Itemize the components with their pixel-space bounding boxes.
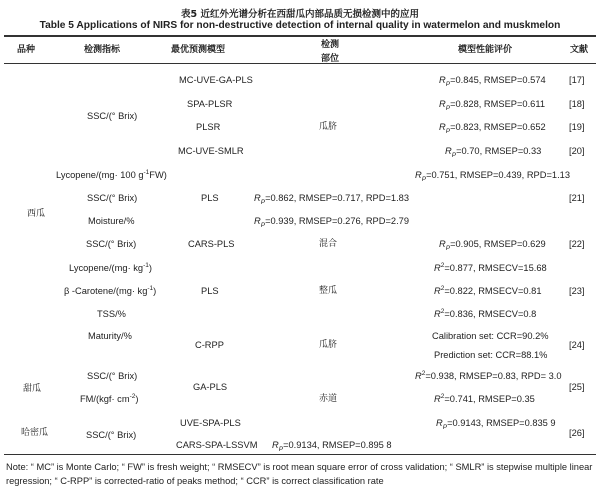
perf-ref17: $R_P=0.845$, RMSEP=0.574 [439,75,546,88]
ref-25: [25] [569,382,585,392]
model-c-rpp: C-RPP [195,340,224,350]
perf-fm: $R^2=0.741$, RMSEP=0.35 [434,392,535,404]
indicator-moisture: Moisture/% [88,216,135,226]
variety-muskmelon: 甜瓜 [23,384,42,394]
site-whole-fruit: 整瓜 [319,286,338,296]
header-performance: 模型性能评价 [458,45,513,55]
indicator-ssc-1: SSC/(° Brix) [87,111,138,121]
note-line-1: Note: “ MC” is Monte Carlo; “ FW” is fresh weight; “ RMSECV” is root mean square error of cross validation; “ SMLR” is stepwise multiple linear [6,462,593,472]
perf-ssc-ga-pls: $R^2=0.938$, RMSEP=0.83, RPD= 3.0 [415,369,562,381]
model-cars-pls: CARS-PLS [188,239,235,249]
ref-24: [24] [569,340,585,350]
top-rule [4,35,596,37]
header-variety: 品种 [17,45,36,55]
model-cars-spa-lssvm: CARS-SPA-LSSVM [176,440,258,450]
note-line-2: regression; “ C-RPP” is corrected-ratio of peaks method; “ CCR” is correct classification rate [6,476,384,486]
bottom-rule [4,454,596,455]
ref-17: [17] [569,75,585,85]
indicator-ssc-5: SSC/(° Brix) [86,430,137,440]
table-note [6,460,596,488]
indicator-ssc-4: SSC/(° Brix) [87,371,138,381]
ref-23: [23] [569,286,585,296]
ref-18: [18] [569,99,585,109]
perf-lycopene-kg: $R^2=0.877$, RMSECV=15.68 [434,261,547,273]
model-mc-uve-ga-pls: MC-UVE-GA-PLS [179,75,253,85]
variety-hami-melon: 哈密瓜 [21,428,49,438]
model-plsr: PLSR [196,122,221,132]
header-site-line2: 部位 [321,54,340,64]
perf-ssc-pls: $R_P=0.862$, RMSEP=0.717, RPD=1.83 [254,193,409,206]
header-model: 最优预测模型 [171,45,226,55]
perf-moisture-pls: $R_P=0.939$, RMSEP=0.276, RPD=2.79 [254,216,409,229]
header-rule [4,63,596,64]
indicator-ssc-3: SSC/(° Brix) [86,239,137,249]
table-title-english: Table 5 Applications of NIRS for non-destructive detection of internal quality in watermelon and muskmelon [39,20,561,31]
model-uve-spa-pls: UVE-SPA-PLS [180,418,241,428]
indicator-ssc-2: SSC/(° Brix) [87,193,138,203]
model-pls-2: PLS [201,286,219,296]
variety-watermelon: 西瓜 [27,209,46,219]
indicator-fm: $FM/(kgf\cdot cm^{-2})$ [80,392,139,404]
indicator-lycopene-fw: Lycopene/(mg· 100 $g^{-1}FW$) [56,168,167,180]
ref-19: [19] [569,122,585,132]
site-pulp-navel-2: 瓜脐 [319,340,338,350]
header-reference: 文献 [570,45,589,55]
model-spa-plsr: SPA-PLSR [187,99,233,109]
perf-ref22: $R_P=0.905$, RMSEP=0.629 [439,239,546,252]
site-pulp-navel-1: 瓜脐 [319,122,338,132]
indicator-maturity: Maturity/% [88,331,132,341]
model-ga-pls: GA-PLS [193,382,228,392]
ref-26: [26] [569,428,585,438]
ref-20: [20] [569,146,585,156]
indicator-lycopene-kg: Lycopene/(mg· $kg^{-1}$) [69,261,152,273]
perf-uve-spa-pls: $R_P=0.9143$, RMSEP=0.835 9 [436,418,556,431]
site-equator: 赤道 [319,394,338,404]
perf-tss: $R^2=0.836$, RMSECV=0.8 [434,307,537,319]
perf-lycopene-fw: $R_P=0.751$, RMSEP=0.439, RPD=1.13 [415,170,570,183]
perf-ref20: $R_P=0.70$, RMSEP=0.33 [445,146,542,159]
header-indicator: 检测指标 [84,45,121,55]
perf-cars-spa-lssvm: $R_P=0.9134$, RMSEP=0.895 8 [272,440,392,453]
perf-ref19: $R_P=0.823$, RMSEP=0.652 [439,122,546,135]
ref-21: [21] [569,193,585,203]
perf-calibration-ccr: Calibration set: CCR=90.2% [432,331,549,341]
table-title-chinese: 表5 近红外光谱分析在西甜瓜内部品质无损检测中的应用 [181,9,419,20]
perf-prediction-ccr: Prediction set: CCR=88.1% [434,350,548,360]
site-mixed: 混合 [319,239,338,249]
perf-beta-carotene: $R^2=0.822$, RMSECV=0.81 [434,284,542,296]
model-mc-uve-smlr: MC-UVE-SMLR [178,146,244,156]
header-site-line1: 检测 [321,40,340,50]
perf-ref18: $R_P=0.828$, RMSEP=0.611 [439,99,545,112]
indicator-beta-carotene: β -Carotene/(mg· $kg^{-1}$) [64,284,157,296]
ref-22: [22] [569,239,585,249]
indicator-tss: TSS/% [97,309,126,319]
model-pls-1: PLS [201,193,219,203]
